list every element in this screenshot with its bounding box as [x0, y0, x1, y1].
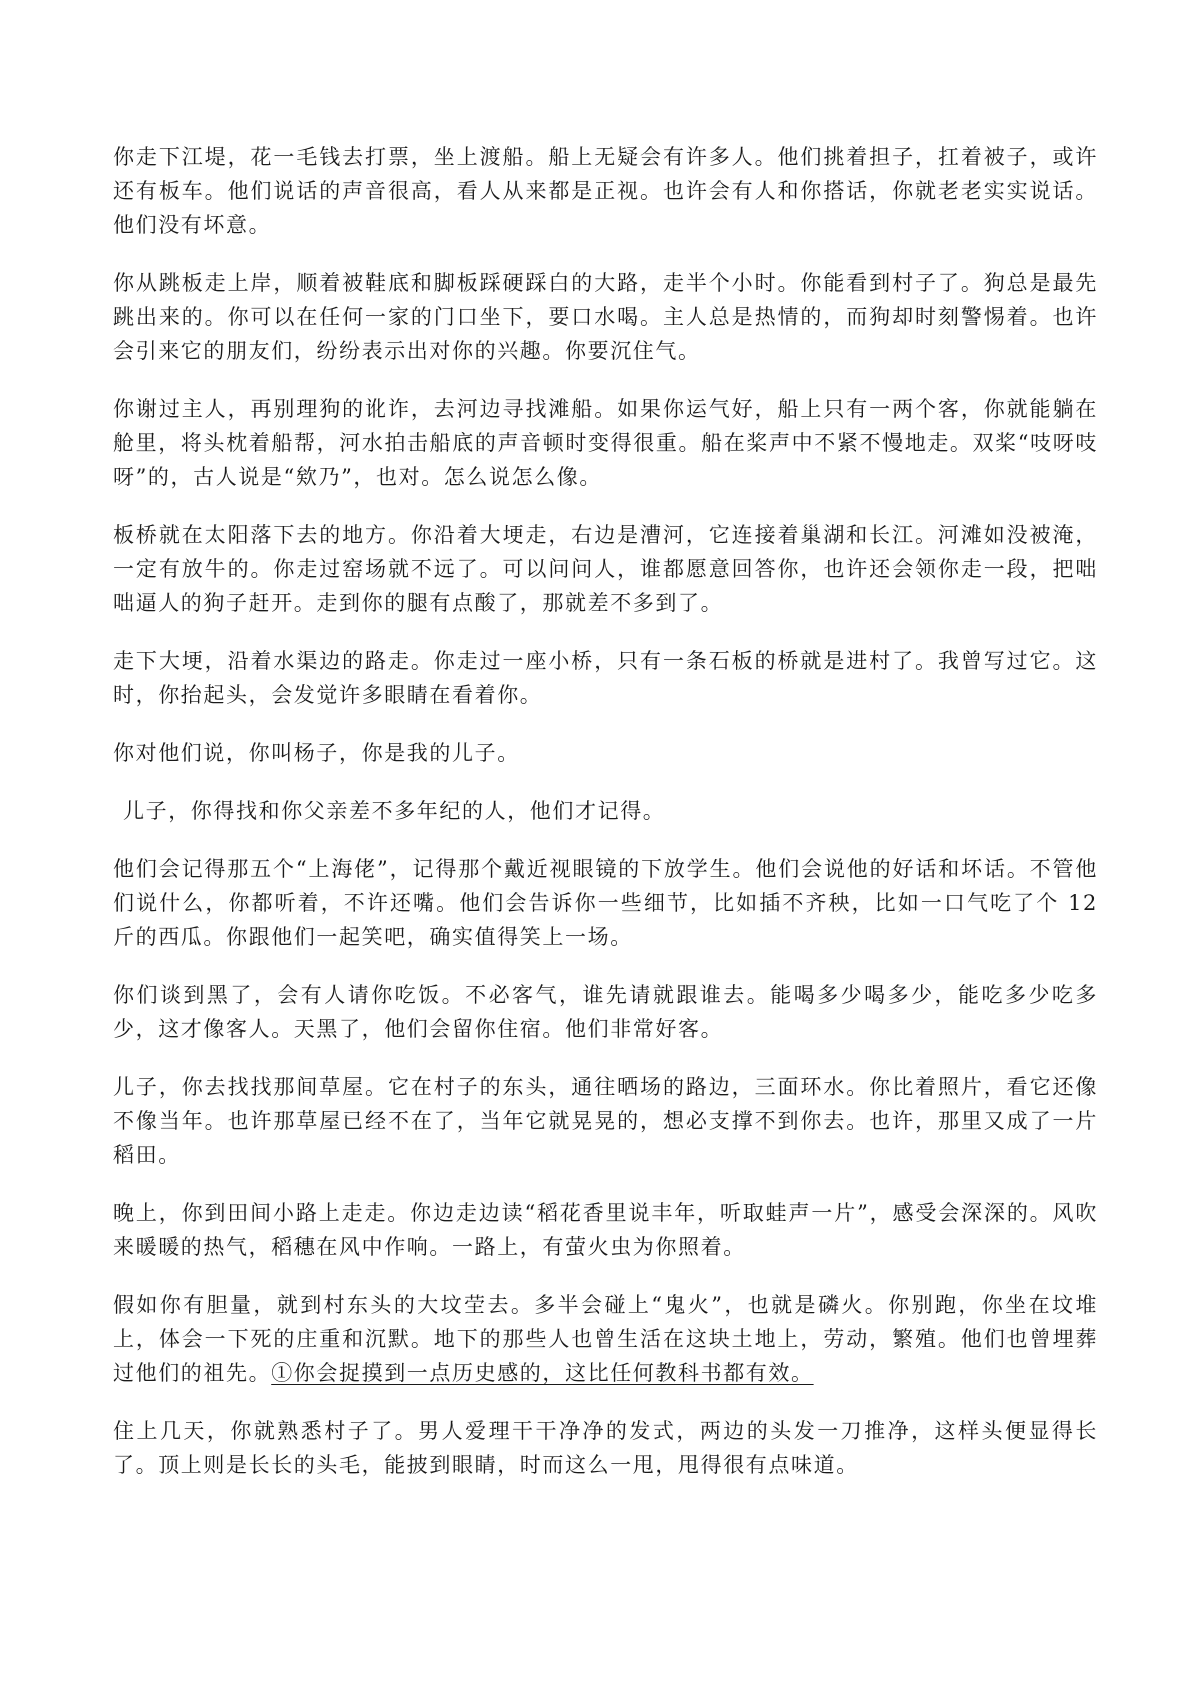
paragraph-4: 板桥就在太阳落下去的地方。你沿着大埂走，右边是漕河，它连接着巢湖和长江。河滩如没被淹，一定有放牛的。你走过窑场就不远了。可以问问人，谁都愿意回答你，也许还会领你走一段，把咄咄逼人的狗子赶开。走到你的腿有点酸了，那就差不多到了。 — [113, 523, 1098, 615]
paragraph-1: 你走下江堤，花一毛钱去打票，坐上渡船。船上无疑会有许多人。他们挑着担子，扛着被子，或许还有板车。他们说话的声音很高，看人从来都是正视。也许会有人和你搭话，你就老老实实说话。他们没有坏意。 — [113, 145, 1098, 237]
essay-body — [113, 140, 1098, 1506]
paragraph-3: 你谢过主人，再别理狗的讹诈，去河边寻找滩船。如果你运气好，船上只有一两个客，你就能躺在舱里，将头枕着船帮，河水拍击船底的声音顿时变得很重。船在桨声中不紧不慢地走。双桨“吱呀吱呀”的，古人说是“欸乃”，也对。怎么说怎么像。 — [113, 397, 1098, 489]
paragraph-5: 走下大埂，沿着水渠边的路走。你走过一座小桥，只有一条石板的桥就是进村了。我曾写过它。这时，你抬起头，会发觉许多眼睛在看着你。 — [113, 649, 1098, 707]
paragraph-9: 你们谈到黑了，会有人请你吃饭。不必客气，谁先请就跟谁去。能喝多少喝多少，能吃多少吃多少，这才像客人。天黑了，他们会留你住宿。他们非常好客。 — [113, 983, 1098, 1041]
paragraph-12 — [113, 1288, 1098, 1390]
paragraph-7: 儿子，你得找和你父亲差不多年纪的人，他们才记得。 — [123, 799, 666, 823]
paragraph-11: 晚上，你到田间小路上走走。你边走边读“稻花香里说丰年，听取蛙声一片”，感受会深深的。风吹来暖暖的热气，稻穗在风中作响。一路上，有萤火虫为你照着。 — [113, 1201, 1098, 1259]
underlined-sentence-1: ①你会捉摸到一点历史感的，这比任何教科书都有效。 — [271, 1361, 814, 1385]
paragraph-8: 他们会记得那五个“上海佬”，记得那个戴近视眼镜的下放学生。他们会说他的好话和坏话。不管他们说什么，你都听着，不许还嘴。他们会告诉你一些细节，比如插不齐秧，比如一口气吃了个 12 斤的西瓜。你跟他们一起笑吧，确实值得笑上一场。 — [113, 857, 1098, 949]
paragraph-2: 你从跳板走上岸，顺着被鞋底和脚板踩硬踩白的大路，走半个小时。你能看到村子了。狗总是最先跳出来的。你可以在任何一家的门口坐下，要口水喝。主人总是热情的，而狗却时刻警惕着。也许会引来它的朋友们，纷纷表示出对你的兴趣。你要沉住气。 — [113, 271, 1098, 363]
paragraph-6: 你对他们说，你叫杨子，你是我的儿子。 — [113, 741, 520, 765]
paragraph-12-text: 假如你有胆量，就到村东头的大坟茔去。多半会碰上“鬼火”，也就是磷火。你别跑，你坐在坟堆上，体会一下死的庄重和沉默。地下的那些人也曾生活在这块土地上，劳动，繁殖。他们也曾埋葬过他们的祖先。 — [113, 1293, 1098, 1385]
paragraph-10: 儿子，你去找找那间草屋。它在村子的东头，通往晒场的路边，三面环水。你比着照片，看它还像不像当年。也许那草屋已经不在了，当年它就晃晃的，想必支撑不到你去。也许，那里又成了一片稻田。 — [113, 1075, 1098, 1167]
paragraph-13: 住上几天，你就熟悉村子了。男人爱理干干净净的发式，两边的头发一刀推净，这样头便显得长了。顶上则是长长的头毛，能披到眼睛，时而这么一甩，甩得很有点味道。 — [113, 1419, 1098, 1477]
